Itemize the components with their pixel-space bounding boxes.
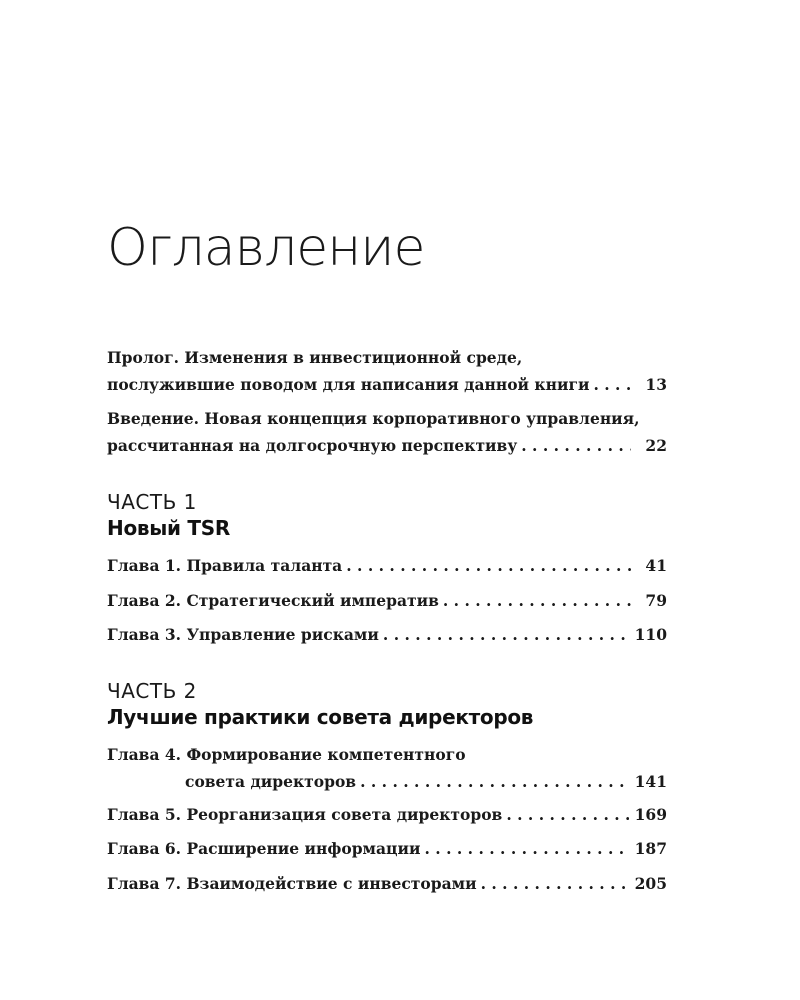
toc-entry-chapter-6[interactable] (107, 835, 667, 862)
part-title: Лучшие практики совета директоров (107, 705, 534, 729)
toc-entry-chapter-3[interactable] (107, 621, 667, 648)
page-number: 22 (645, 436, 667, 455)
toc-entry-line (107, 870, 667, 897)
toc-entry-text: послужившие поводом для написания данной книги (107, 375, 590, 394)
page-number: 79 (645, 591, 667, 610)
page-number: 13 (645, 375, 667, 394)
toc-entry-line (107, 801, 667, 828)
toc-entry-text: Глава 1. Правила таланта (107, 556, 343, 575)
page-title: Оглавление (107, 218, 425, 278)
toc-entry-line (107, 552, 667, 579)
toc-entry-chapter-2[interactable] (107, 587, 667, 614)
toc-entry-chapter-4[interactable] (107, 741, 667, 795)
dot-leader (425, 835, 629, 862)
toc-entry-chapter-1[interactable] (107, 552, 667, 579)
part-label: ЧАСТЬ 1 (107, 490, 197, 514)
toc-entry-text: Глава 4. Формирование компетентного (107, 745, 466, 764)
dot-leader (383, 621, 629, 648)
toc-entry-text: Введение. Новая концепция корпоративного управления, (107, 409, 640, 428)
toc-entry-line (107, 621, 667, 648)
toc-entry-line (107, 768, 667, 795)
page-number: 41 (645, 556, 667, 575)
page-number: 141 (634, 772, 667, 791)
page-number: 110 (634, 625, 667, 644)
toc-entry-line (107, 344, 667, 371)
toc-entry-text: Глава 2. Стратегический императив (107, 591, 439, 610)
toc-entry-line (107, 405, 667, 432)
toc-entry-line (107, 835, 667, 862)
toc-entry-line (107, 587, 667, 614)
toc-entry-line (107, 432, 667, 459)
page-number: 205 (634, 874, 667, 893)
dot-leader (443, 587, 631, 614)
dot-leader (346, 552, 631, 579)
toc-entry-prologue[interactable] (107, 344, 667, 398)
toc-entry-line (107, 371, 667, 398)
dot-leader (360, 768, 629, 795)
toc-entry-text: рассчитанная на долгосрочную перспективу (107, 436, 518, 455)
toc-entry-text: совета директоров (185, 772, 357, 791)
toc-entry-text: Глава 3. Управление рисками (107, 625, 379, 644)
toc-entry-chapter-7[interactable] (107, 870, 667, 897)
toc-entry-introduction[interactable] (107, 405, 667, 459)
toc-entry-line (107, 741, 667, 768)
toc-entry-chapter-5[interactable] (107, 801, 667, 828)
part-title: Новый TSR (107, 516, 230, 540)
toc-entry-text: Пролог. Изменения в инвестиционной среде, (107, 348, 523, 367)
dot-leader (521, 432, 631, 459)
toc-entry-text: Глава 7. Взаимодействие с инвесторами (107, 874, 477, 893)
toc-entry-text: Глава 6. Расширение информации (107, 839, 421, 858)
page-number: 169 (634, 805, 667, 824)
part-label: ЧАСТЬ 2 (107, 679, 197, 703)
toc-entry-text: Глава 5. Реорганизация совета директоров (107, 805, 503, 824)
dot-leader (593, 371, 631, 398)
page-number: 187 (634, 839, 667, 858)
dot-leader (481, 870, 629, 897)
dot-leader (506, 801, 628, 828)
